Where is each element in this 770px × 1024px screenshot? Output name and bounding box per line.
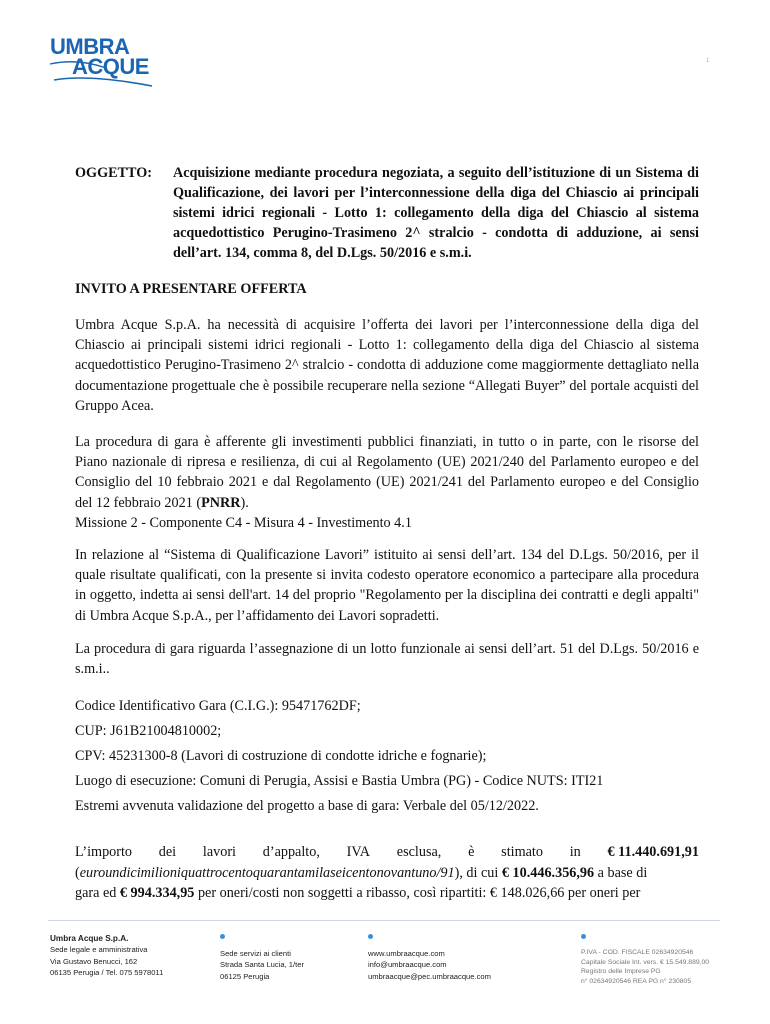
footer-text: n° 02634920546 REA PG n° 230805 [581, 977, 692, 985]
detail-cpv: CPV: 45231300-8 (Lavori di costruzione di condotte idriche e fognarie); [75, 748, 487, 764]
footer-text: Capitale Sociale Int. vers. € 15.549.889,00 [581, 958, 710, 966]
footer-text: 06135 Perugia / Tel. 075 5978011 [50, 967, 164, 977]
footer-text: Registro delle Imprese PG [581, 968, 661, 975]
import-word: lavori [202, 844, 236, 860]
import-word: in [569, 844, 581, 860]
mission-line: Missione 2 - Componente C4 - Misura 4 - Investimento 4.1 [75, 514, 412, 531]
import-line-1 [75, 842, 699, 863]
footer-company [50, 933, 163, 978]
paragraph-request: Umbra Acque S.p.A. ha necessità di acquisire l’offerta dei lavori per l’interconnessione della diga del Chiascio ai principali sistemi idrici regionali - Lotto 1: collegamento della diga del Chiascio al sistema acquedottistico Perugino-Trasimeno 2^ stralcio - condotta di adduzione come maggiormente dettagliato nella documentazione progettuale che è possibile recuperare nella sezione “Allegati Buyer” del portale acquisti del Gruppo Acea. [75, 317, 699, 414]
import-paragraph [75, 842, 699, 904]
subject-text: Acquisizione mediante procedura negoziata, a seguito dell’istituzione di un Sistema di Qualificazione, dei lavori per l’interconnessione della diga del Chiascio ai principali sistemi idrici regionali - Lotto 1: collegamento della diga del Chiascio al sistema acquedottistico Perugino-Trasimeno 2^ stralcio - condotta di adduzione, ai sensi dell’art. 134, comma 8, del D.Lgs. 50/2016 e s.m.i. [173, 165, 699, 261]
footer-contacts [368, 948, 491, 982]
logo-text-umbra: UMBRA [50, 34, 130, 59]
import-line-3 [75, 883, 699, 904]
import-amount: € 11.440.691,91 [607, 844, 699, 860]
footer-text: Via Gustavo Benucci, 162 [50, 956, 138, 966]
logo-text-acque: ACQUE [72, 54, 149, 79]
import-line-2 [75, 863, 699, 884]
detail-cup: CUP: J61B21004810002; [75, 723, 222, 739]
document-heading: INVITO A PRESENTARE OFFERTA [75, 281, 307, 297]
footer-text: 06125 Perugia [220, 971, 270, 981]
import-word: IVA [346, 844, 371, 860]
umbra-acque-logo [48, 34, 158, 92]
footer-email-link[interactable]: info@umbraacque.com [368, 960, 447, 970]
footer-text: Strada Santa Lucia, 1/ter [220, 960, 305, 970]
footer-dot-icon [581, 934, 586, 939]
import-paren: ( [75, 864, 80, 881]
import-text: ), di cui [454, 864, 502, 881]
import-word: esclusa, [396, 844, 442, 860]
footer-website-link[interactable]: www.umbraacque.com [368, 949, 445, 958]
subject-label: OGGETTO: [75, 165, 152, 181]
import-word: L’importo [75, 844, 133, 860]
footer-dot-icon [220, 934, 225, 939]
pnrr-bold: PNRR [201, 494, 241, 511]
page-mark: 1 [706, 58, 710, 64]
footer-divider [48, 920, 720, 921]
detail-estremi: Estremi avvenuta validazione del progetto a base di gara: Verbale del 05/12/2022. [75, 798, 539, 814]
import-word: dei [158, 844, 177, 860]
import-words: euroundicimilioniquattrocentoquarantamilaseicentonovantuno/91 [79, 864, 455, 881]
detail-cig: Codice Identificativo Gara (C.I.G.): 95471762DF; [75, 698, 361, 714]
pnrr-text-start: La procedura di gara è afferente gli investimenti pubblici finanziati, in tutto o in parte, con le risorse del Piano nazionale di ripresa e resilienza, di cui al Regolamento (UE) 2021/240 del Parlamento europeo e del Consiglio del 10 febbraio 2021 e dal Regolamento (UE) 2021/241 del Parlamento europeo e del Consiglio del 12 febbraio 2021 ( [75, 434, 699, 511]
paragraph-qualification: In relazione al “Sistema di Qualificazione Lavori” istituito ai sensi dell’art. 134 del D.Lgs. 50/2016, per il quale risultate qualificati, con la presente si invita codesto operatore economico a partecipare alla procedura in oggetto, indetta ai sensi dell'art. 14 del proprio "Regolamento per la disciplina dei contratti e degli appalti" di Umbra Acque S.p.A., per l’affidamento dei Lavori sopradetti. [75, 547, 699, 624]
import-amount-oneri: € 994.334,95 [119, 885, 195, 901]
import-amount-base: € 10.446.356,96 [501, 864, 595, 881]
import-text: gara ed [75, 885, 120, 901]
footer-pec-link[interactable]: umbraacque@pec.umbraacque.com [368, 971, 491, 981]
import-text: a base di [594, 864, 648, 881]
import-word: stimato [501, 844, 543, 860]
footer-legal [581, 948, 709, 986]
import-word: d’appalto, [262, 844, 320, 860]
pnrr-text-end: ). [240, 494, 249, 511]
footer-dot-icon [368, 934, 373, 939]
footer-company-name: Umbra Acque S.p.A. [50, 934, 129, 943]
paragraph-lotto: La procedura di gara riguarda l’assegnazione di un lotto funzionale ai sensi dell’art. 51 del D.Lgs. 50/2016 e s.m.i.. [75, 641, 699, 678]
footer-text: Sede legale e amministrativa [50, 945, 148, 955]
footer-service [220, 948, 304, 982]
detail-luogo: Luogo di esecuzione: Comuni di Perugia, Assisi e Bastia Umbra (PG) - Codice NUTS: ITI21 [75, 773, 604, 789]
footer-text: P.IVA - COD. FISCALE 02634920546 [581, 949, 694, 956]
import-word: è [468, 844, 475, 860]
import-text: per oneri/costi non soggetti a ribasso, così ripartiti: € 148.026,66 per oneri per [194, 885, 641, 901]
footer-text: Sede servizi ai clienti [220, 949, 291, 958]
paragraph-pnrr [75, 432, 699, 533]
